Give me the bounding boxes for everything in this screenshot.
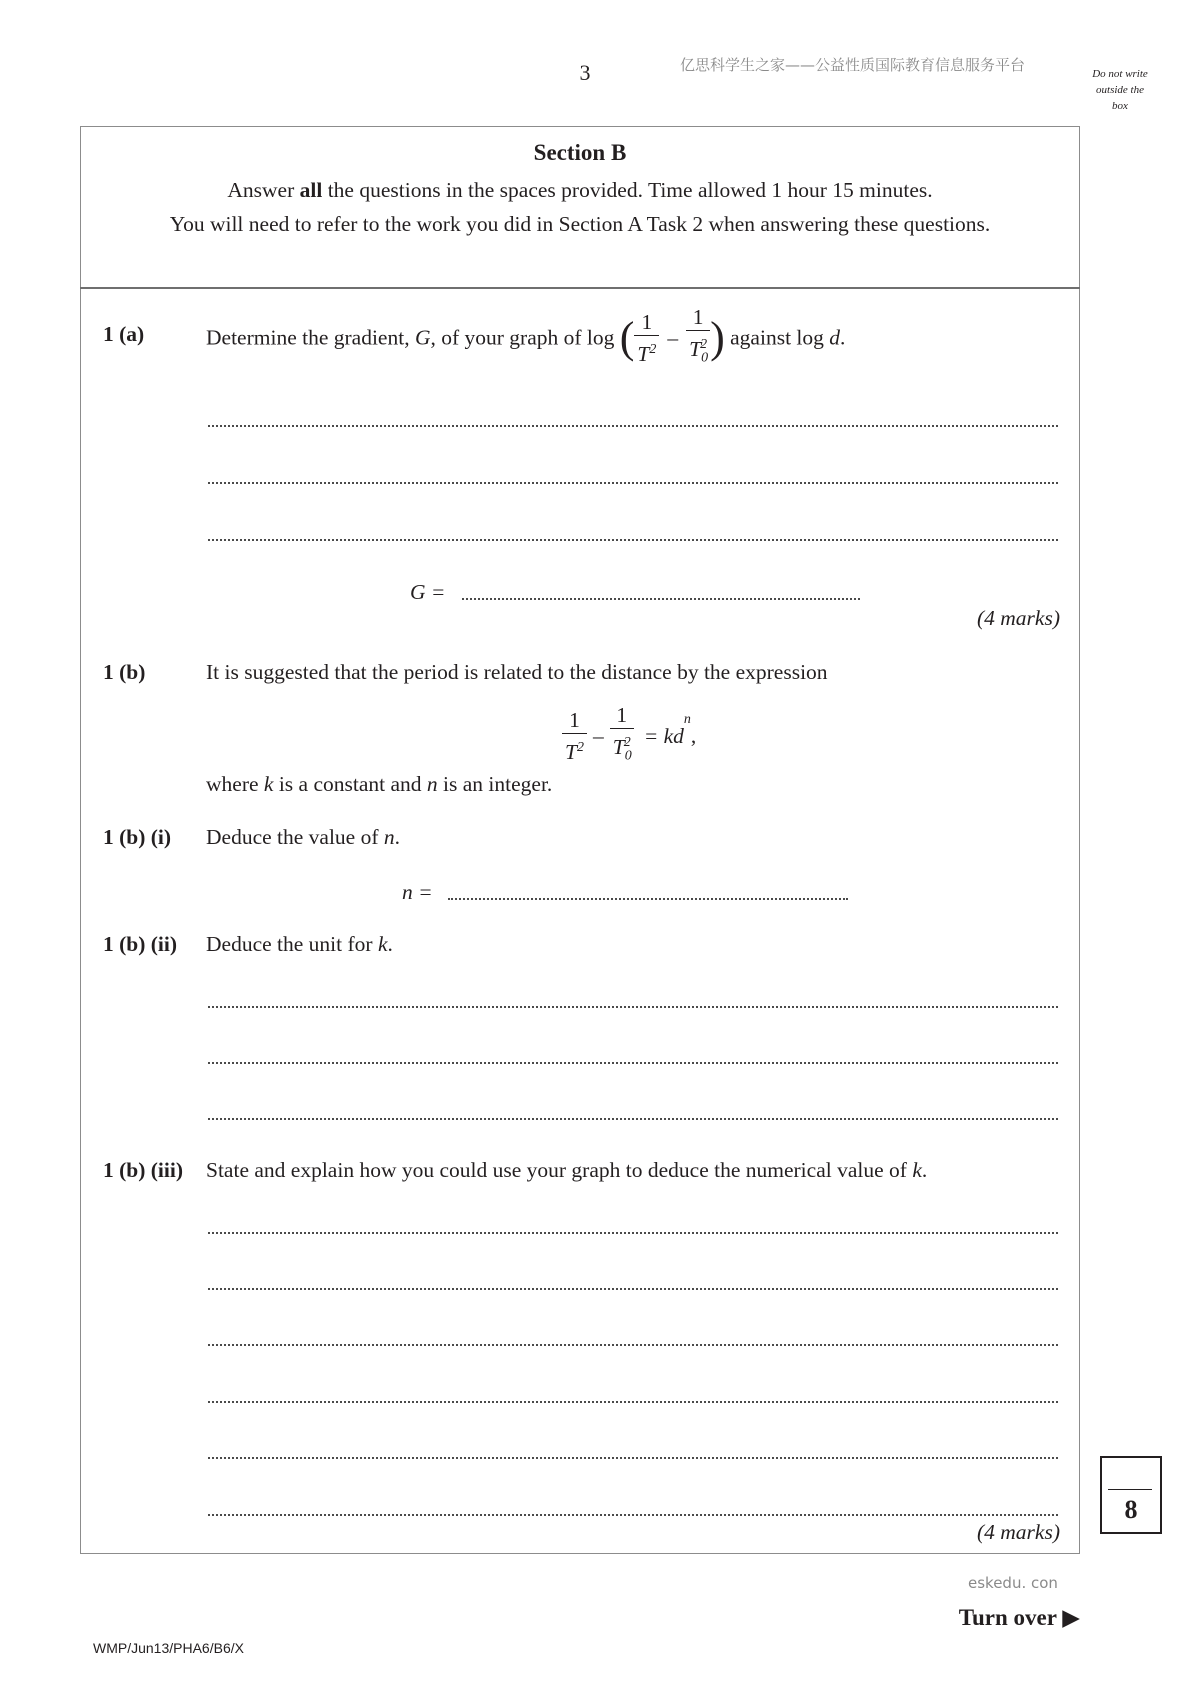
section-reference-note: You will need to refer to the work you did in Section A Task 2 when answering these questions.	[169, 212, 991, 236]
fraction-denominator	[686, 331, 710, 372]
watermark-top: 亿思科学生之家——公益性质国际教育信息服务平台	[680, 56, 1026, 74]
question-number-1bii: 1 (b) (ii)	[103, 932, 178, 956]
den-sub: 0	[701, 350, 709, 366]
fraction-numerator: 1	[610, 702, 634, 729]
gradient-answer-line[interactable]	[462, 598, 860, 600]
q1a-period: .	[840, 325, 846, 350]
marks-1a: (4 marks)	[977, 606, 1060, 630]
answer-line[interactable]	[208, 1401, 1058, 1403]
q1bii-text: Deduce the unit for	[206, 932, 378, 956]
den-exp: 2	[623, 735, 631, 750]
fraction-numerator: 1	[634, 309, 659, 336]
minus-sign: –	[592, 723, 604, 748]
margin-note	[1080, 66, 1160, 114]
marks-1biii: (4 marks)	[977, 1520, 1060, 1544]
answer-line[interactable]	[208, 425, 1058, 427]
gradient-answer-label: G =	[410, 580, 446, 604]
question-text-1biii	[206, 1158, 927, 1183]
fraction-1-over-t2	[562, 707, 587, 766]
q1bi-period: .	[394, 825, 401, 849]
fraction-numerator: 1	[686, 304, 710, 331]
margin-note-line: Do not write	[1092, 68, 1148, 80]
q1biii-text: State and explain how you could use your graph to deduce the numerical value of	[206, 1158, 913, 1182]
answer-line[interactable]	[208, 1288, 1058, 1290]
question-number-1b: 1 (b)	[103, 660, 146, 684]
page-marks-value: 8	[1124, 1495, 1138, 1524]
question-number-1bi: 1 (b) (i)	[103, 825, 172, 849]
n-answer-line[interactable]	[448, 898, 848, 900]
den-exp: 2	[649, 341, 657, 357]
question-text-1bii	[206, 932, 393, 957]
q1a-text: against log	[724, 325, 830, 350]
den-sub: 0	[624, 748, 632, 764]
den-t: T	[689, 337, 702, 362]
fraction-1-over-t0-squared	[686, 304, 710, 372]
where-text: is a constant and	[273, 772, 427, 796]
page-marks-divider	[1108, 1489, 1152, 1490]
section-title: Section B	[533, 140, 627, 165]
instructions-text: the questions in the spaces provided. Time allowed 1 hour 15 minutes.	[322, 178, 933, 202]
den-t: T	[612, 735, 625, 760]
watermark-bottom: eskedu. con	[968, 1574, 1058, 1592]
page-number: 3	[579, 60, 591, 85]
question-text-1a	[206, 304, 845, 372]
section-instructions	[80, 178, 1080, 203]
answer-line[interactable]	[208, 539, 1058, 541]
n-answer-label: n =	[402, 880, 433, 904]
q1bi-var: n	[383, 825, 395, 849]
den-exp: 2	[700, 337, 708, 352]
turn-over-label: Turn over ▶	[958, 1605, 1080, 1630]
den-exp: 2	[576, 739, 584, 755]
question-text-1bi	[206, 825, 400, 850]
margin-note-line: box	[1112, 100, 1128, 112]
fraction-numerator: 1	[562, 707, 587, 734]
answer-line[interactable]	[208, 1457, 1058, 1459]
den-t: T	[637, 341, 650, 366]
section-header-rule	[80, 287, 1080, 289]
answer-line[interactable]	[208, 1514, 1058, 1516]
open-paren: (	[619, 313, 635, 363]
q1a-text: , of your graph of log	[430, 325, 620, 350]
instructions-text: Answer	[227, 178, 300, 202]
close-paren: )	[710, 313, 725, 363]
where-statement	[206, 772, 552, 797]
answer-line[interactable]	[208, 1344, 1058, 1346]
equation-exponent: n	[683, 712, 691, 728]
instructions-bold: all	[299, 178, 323, 202]
answer-line[interactable]	[208, 1118, 1058, 1120]
where-var-n: n	[426, 772, 438, 796]
minus-sign: –	[667, 325, 679, 350]
q1biii-period: .	[921, 1158, 928, 1182]
where-text: is an integer.	[437, 772, 553, 796]
equation-rhs: = kd	[643, 723, 684, 748]
q1a-text: Determine the gradient,	[206, 325, 415, 350]
question-text-1b: It is suggested that the period is related to the distance by the expression	[206, 660, 828, 684]
answer-line[interactable]	[208, 1232, 1058, 1234]
where-text: where	[206, 772, 264, 796]
q1bii-var: k	[377, 932, 388, 956]
fraction-1-over-t2	[634, 309, 659, 368]
fraction-denominator	[562, 734, 587, 766]
answer-line[interactable]	[208, 1062, 1058, 1064]
question-number-1biii: 1 (b) (iii)	[103, 1158, 184, 1182]
margin-note-line: outside the	[1096, 84, 1144, 96]
den-t: T	[565, 739, 577, 764]
fraction-denominator	[634, 336, 659, 368]
question-number-1a: 1 (a)	[103, 322, 145, 346]
equation-comma: ,	[690, 723, 697, 748]
q1biii-var: k	[912, 1158, 922, 1182]
paper-code: WMP/Jun13/PHA6/B6/X	[93, 1640, 244, 1656]
q1bi-text: Deduce the value of	[206, 825, 384, 849]
fraction-denominator	[610, 729, 634, 770]
answer-line[interactable]	[208, 1006, 1058, 1008]
fraction-1-over-t0-squared	[610, 702, 634, 770]
q1a-var-g: G	[414, 325, 431, 350]
q1bii-period: .	[387, 932, 393, 956]
expression-equation	[562, 702, 696, 770]
where-var-k: k	[263, 772, 274, 796]
answer-line[interactable]	[208, 482, 1058, 484]
q1a-var-d: d	[829, 325, 841, 350]
